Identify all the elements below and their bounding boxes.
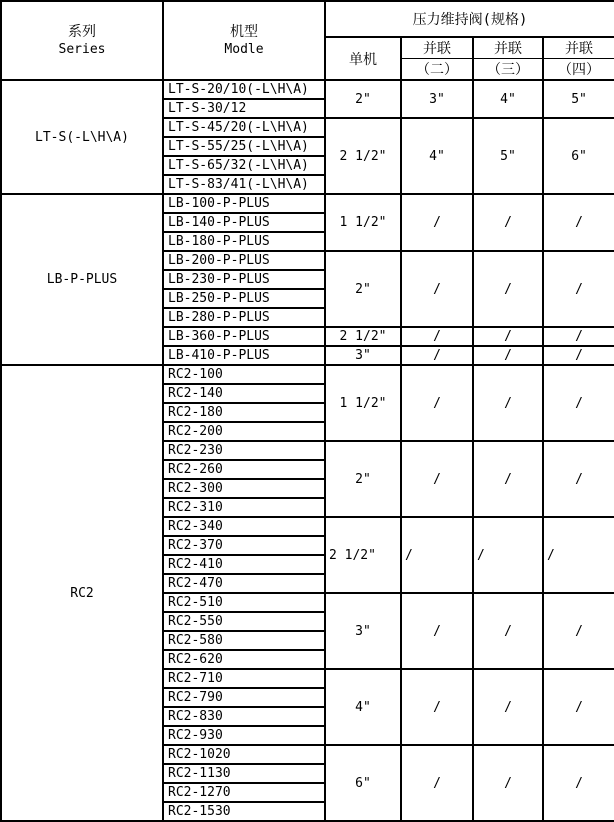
series-group-cell: LB-P-PLUS (1, 194, 163, 365)
parallel-3-value-cell: / (473, 346, 543, 365)
model-cell: RC2-370 (163, 536, 325, 555)
parallel-3-value-cell: / (473, 251, 543, 327)
model-cell: RC2-510 (163, 593, 325, 612)
table-row (1, 365, 614, 384)
parallel-2-sub-header: （二） (401, 59, 473, 81)
parallel-4-value-cell: / (543, 365, 614, 441)
parallel-2-value-cell: / (401, 327, 473, 346)
single-unit-value-cell: 3" (325, 593, 401, 669)
parallel-4-value-cell: / (543, 327, 614, 346)
parallel-2-value-cell: / (401, 745, 473, 821)
parallel-3-value-cell: / (473, 365, 543, 441)
parallel-2-value-cell: / (401, 194, 473, 251)
spec-group-header: 压力维持阀(规格) (325, 1, 614, 37)
parallel-2-value-cell: 4" (401, 118, 473, 194)
series-column-header (1, 1, 163, 80)
parallel-3-sub-header: （三） (473, 59, 543, 81)
model-cell: RC2-830 (163, 707, 325, 726)
parallel-2-header: 并联 (401, 37, 473, 59)
model-cell: RC2-310 (163, 498, 325, 517)
model-cell: LB-250-P-PLUS (163, 289, 325, 308)
model-cell: LT-S-65/32(-L\H\A) (163, 156, 325, 175)
parallel-3-value-cell: / (473, 745, 543, 821)
parallel-4-value-cell: 5" (543, 80, 614, 118)
model-cell: RC2-1530 (163, 802, 325, 821)
parallel-4-header: 并联 (543, 37, 614, 59)
parallel-4-value-cell: / (543, 251, 614, 327)
parallel-2-value-cell: / (401, 365, 473, 441)
parallel-4-sub-header: （四） (543, 59, 614, 81)
model-cell: LT-S-20/10(-L\H\A) (163, 80, 325, 99)
table-row (1, 194, 614, 213)
single-unit-value-cell: 3" (325, 346, 401, 365)
model-cell: RC2-620 (163, 650, 325, 669)
model-cell: RC2-1270 (163, 783, 325, 802)
parallel-2-value-cell: 3" (401, 80, 473, 118)
parallel-3-value-cell: / (473, 441, 543, 517)
parallel-4-value-cell: / (543, 194, 614, 251)
series-group-cell: LT-S(-L\H\A) (1, 80, 163, 194)
model-cell: LB-280-P-PLUS (163, 308, 325, 327)
model-cell: RC2-930 (163, 726, 325, 745)
single-unit-value-cell: 1 1/2" (325, 365, 401, 441)
single-unit-header: 单机 (325, 37, 401, 80)
model-cell: RC2-200 (163, 422, 325, 441)
single-unit-value-cell: 2 1/2" (325, 327, 401, 346)
single-unit-value-cell: 4" (325, 669, 401, 745)
parallel-3-value-cell: / (473, 327, 543, 346)
model-cell: RC2-340 (163, 517, 325, 536)
model-cell: RC2-260 (163, 460, 325, 479)
model-cell: LB-200-P-PLUS (163, 251, 325, 270)
parallel-3-value-cell: / (473, 669, 543, 745)
parallel-2-value-cell: / (401, 346, 473, 365)
model-cell: RC2-140 (163, 384, 325, 403)
series-header-en: Series (58, 41, 106, 57)
model-cell: LB-140-P-PLUS (163, 213, 325, 232)
single-unit-value-cell: 2" (325, 441, 401, 517)
series-header-zh: 系列 (68, 23, 96, 40)
model-cell: RC2-1020 (163, 745, 325, 764)
model-cell: RC2-470 (163, 574, 325, 593)
parallel-4-value-cell: / (543, 517, 614, 593)
parallel-4-value-cell: 6" (543, 118, 614, 194)
model-cell: LT-S-55/25(-L\H\A) (163, 137, 325, 156)
single-unit-value-cell: 2" (325, 251, 401, 327)
single-unit-value-cell: 2 1/2" (325, 118, 401, 194)
model-cell: RC2-180 (163, 403, 325, 422)
model-cell: RC2-230 (163, 441, 325, 460)
single-unit-value-cell: 2" (325, 80, 401, 118)
model-column-header (163, 1, 325, 80)
parallel-3-value-cell: 5" (473, 118, 543, 194)
model-header-en: Modle (224, 41, 264, 57)
model-cell: LT-S-83/41(-L\H\A) (163, 175, 325, 194)
model-cell: RC2-100 (163, 365, 325, 384)
model-cell: RC2-550 (163, 612, 325, 631)
parallel-3-header: 并联 (473, 37, 543, 59)
model-cell: LB-360-P-PLUS (163, 327, 325, 346)
parallel-2-value-cell: / (401, 593, 473, 669)
model-cell: LT-S-45/20(-L\H\A) (163, 118, 325, 137)
single-unit-value-cell: 1 1/2" (325, 194, 401, 251)
model-cell: LB-180-P-PLUS (163, 232, 325, 251)
parallel-3-value-cell: / (473, 194, 543, 251)
parallel-3-value-cell: / (473, 593, 543, 669)
parallel-2-value-cell: / (401, 251, 473, 327)
parallel-4-value-cell: / (543, 745, 614, 821)
model-cell: LT-S-30/12 (163, 99, 325, 118)
parallel-4-value-cell: / (543, 346, 614, 365)
parallel-2-value-cell: / (401, 441, 473, 517)
model-cell: RC2-1130 (163, 764, 325, 783)
parallel-4-value-cell: / (543, 441, 614, 517)
model-header-zh: 机型 (230, 23, 258, 40)
model-cell: LB-100-P-PLUS (163, 194, 325, 213)
parallel-2-value-cell: / (401, 517, 473, 593)
model-cell: RC2-410 (163, 555, 325, 574)
model-cell: LB-410-P-PLUS (163, 346, 325, 365)
parallel-3-value-cell: / (473, 517, 543, 593)
parallel-4-value-cell: / (543, 593, 614, 669)
parallel-4-value-cell: / (543, 669, 614, 745)
single-unit-value-cell: 2 1/2" (325, 517, 401, 593)
header-row-1 (1, 1, 614, 37)
model-cell: RC2-710 (163, 669, 325, 688)
series-group-cell: RC2 (1, 365, 163, 821)
parallel-3-value-cell: 4" (473, 80, 543, 118)
model-cell: RC2-790 (163, 688, 325, 707)
model-cell: LB-230-P-PLUS (163, 270, 325, 289)
model-cell: RC2-300 (163, 479, 325, 498)
table-row (1, 80, 614, 99)
single-unit-value-cell: 6" (325, 745, 401, 821)
parallel-2-value-cell: / (401, 669, 473, 745)
model-cell: RC2-580 (163, 631, 325, 650)
